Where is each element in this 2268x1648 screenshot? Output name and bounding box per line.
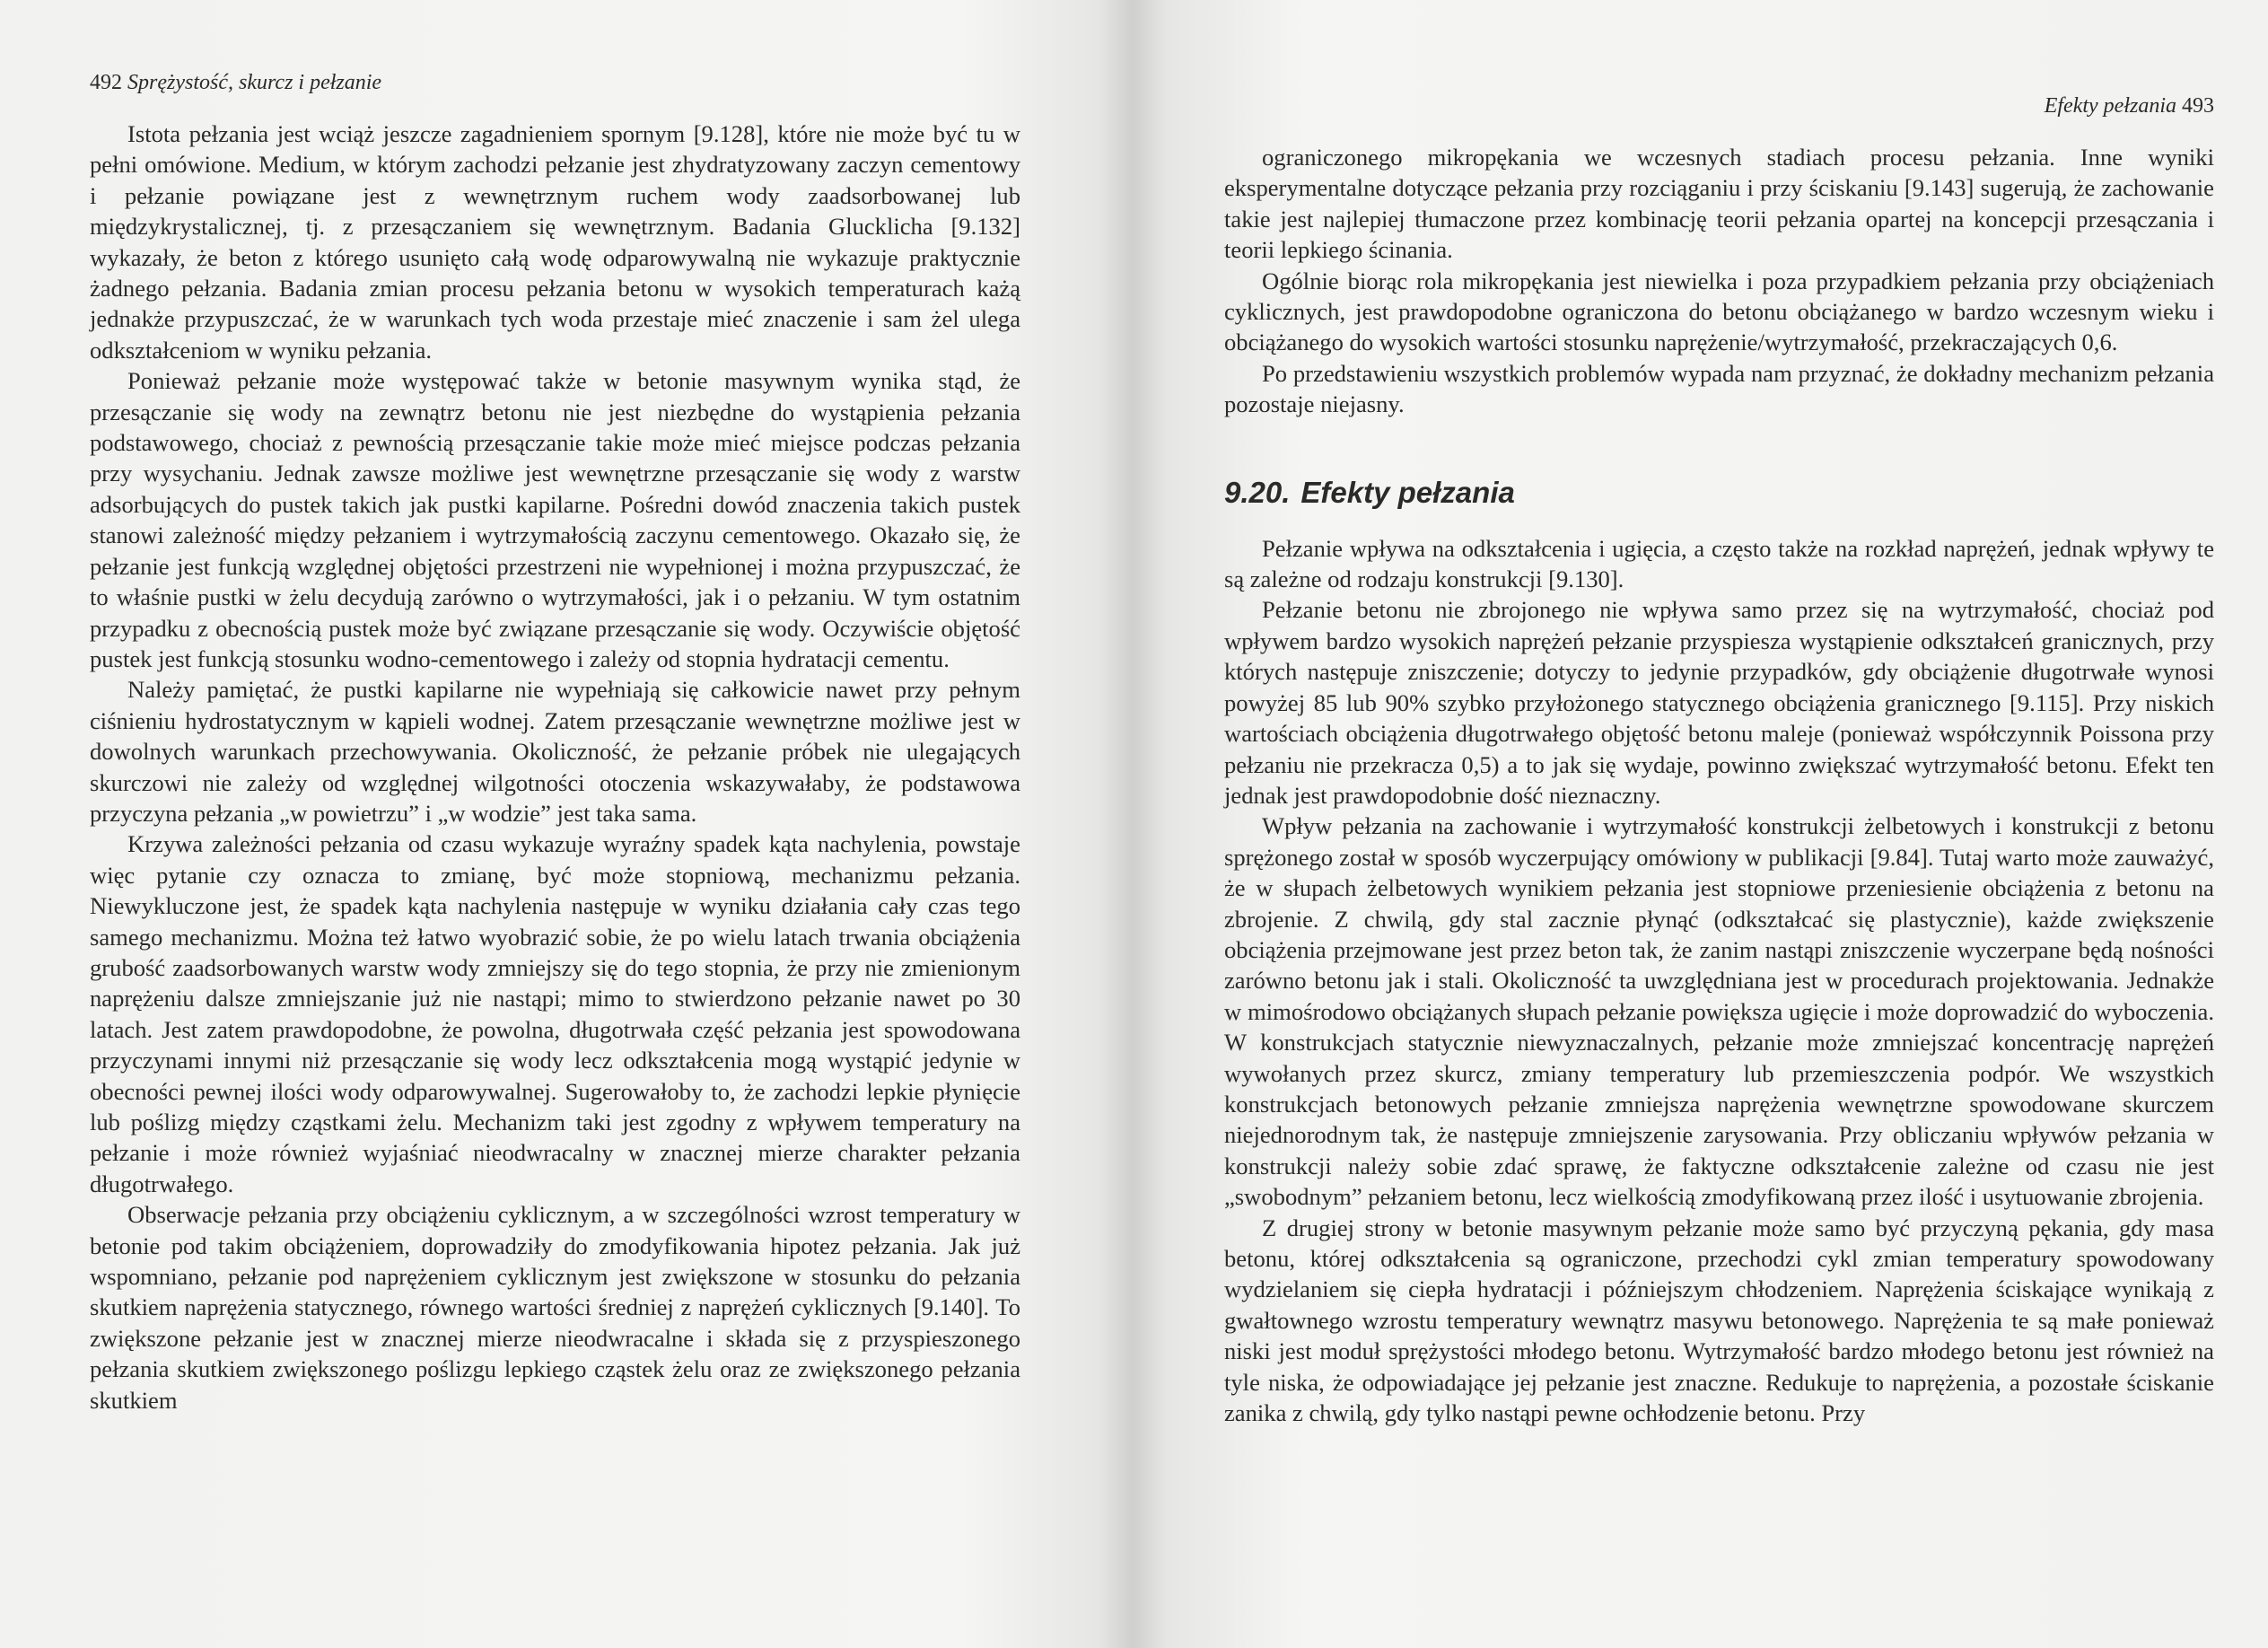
left-paragraph-3: Należy pamiętać, że pustki kapilarne nie wypełniają się całkowicie nawet przy pełnym ciśnieniu hydrostatycznym w kąpieli wodnej. Zatem przesączanie wewnętrzne możliwe jest w dowolnych warunkach przechowywania. Okoliczność, że pełzanie próbek nie ulegających skurczowi nie zależy od względnej wilgotności otoczenia wskazywałaby, że podstawowa przyczyna pełzania „w powietrzu” i „w wodzie” jest taka sama. <box>90 676 1020 827</box>
right-running-title: Efekty pełzania <box>2044 94 2176 118</box>
right-paragraph-2: Ogólnie biorąc rola mikropękania jest niewielka i poza przypadkiem pełzania przy obciążeniach cyklicznych, jest prawdopodobne ograniczona do betonu obciążanego w bardzo wczesnym wieku i obciążanego do wysokich wartości stosunku naprężenie/wytrzymałość, przekraczających 0,6. <box>1224 267 2214 356</box>
right-paragraph-3: Po przedstawieniu wszystkich problemów wypada nam przyznać, że dokładny mechanizm pełzania pozostaje niejasny. <box>1224 359 2214 418</box>
left-page-number: 492 <box>90 71 122 94</box>
right-paragraph-4: Pełzanie wpływa na odkształcenia i ugięcia, a często także na rozkład naprężeń, jednak wpływy te są zależne od rodzaju konstrukcji [9.130]. <box>1224 534 2214 593</box>
right-paragraph-7: Z drugiej strony w betonie masywnym pełzanie może samo być przyczyną pękania, gdy masa betonu, której odkształcenia są ograniczone, przechodzi cykl zmian temperatury spowodowany wydzielaniem się ciepła hydratacji i późniejszym chłodzeniem. Naprężenia ściskające wynikają z gwałtownego wzrostu temperatury wewnątrz masywu betonowego. Naprężenia te są małe ponieważ niski jest moduł sprężystości młodego betonu. Wytrzymałość bardzo młodego betonu jest również na tyle niska, że odpowiadające jej pełzanie jest znaczne. Redukuje to naprężenia, a pozostałe ściskanie zanika z chwilą, gdy tylko nastąpi pewne ochłodzenie betonu. Przy <box>1224 1214 2214 1427</box>
right-paragraph-5: Pełzanie betonu nie zbrojonego nie wpływa samo przez się na wytrzymałość, chociaż pod wpływem bardzo wysokich naprężeń pełzanie przyspiesza wystąpienie odkształceń granicznych, przy których następuje zniszczenie; dotyczy to jedynie przypadków, gdy obciążenie długotrwałe wynosi powyżej 85 lub 90% szybko przyłożonego statycznego obciążenia granicznego [9.115]. Przy niskich wartościach obciążenia długotrwałego objętość betonu maleje (ponieważ współczynnik Poissona przy pełzaniu nie przekracza 0,5) a to jak się wydaje, powinno zwiększać wytrzymałość betonu. Efekt ten jednak jest prawdopodobnie dość nieznaczny. <box>1224 596 2214 809</box>
left-running-head <box>90 65 1020 101</box>
section-number: 9.20. <box>1224 475 1291 509</box>
left-paragraph-1: Istota pełzania jest wciąż jeszcze zagadnieniem spornym [9.128], które nie może być tu w pełni omówione. Medium, w którym zachodzi pełzanie jest zhydratyzowany zaczyn cementowy i pełzanie powiązane jest z wewnętrznym ruchem wody zaadsorbowanej lub międzykrystalicznej, tj. z przesączaniem się wewnętrznym. Badania Glucklicha [9.132] wykazały, że beton z którego usunięto całą wodę odparowywalną nie wykazuje praktycznie żadnego pełzania. Badania zmian procesu pełzania betonu w wysokich temperaturach każą jednakże przypuszczać, że w warunkach tych woda przestaje mieć znaczenie i sam żel ulega odkształceniom w wyniku pełzania. <box>90 120 1020 364</box>
left-paragraph-5: Obserwacje pełzania przy obciążeniu cyklicznym, a w szczególności wzrost temperatury w betonie pod takim obciążeniem, doprowadziły do zmodyfikowania hipotez pełzania. Jak już wspomniano, pełzanie pod naprężeniem cyklicznym jest zwiększone w stosunku do pełzania skutkiem naprężenia statycznego, równego wartości średniej z naprężeń cyklicznych [9.140]. To zwiększone pełzanie jest w znacznej mierze nieodwracalne i składa się z przyspieszonego pełzania skutkiem zwiększonego poślizgu lepkiego cząstek żelu oraz ze zwiększonego pełzania skutkiem <box>90 1201 1020 1414</box>
right-running-head <box>1224 88 2214 124</box>
section-title: Efekty pełzania <box>1300 475 1515 509</box>
right-paragraph-1: ograniczonego mikropękania we wczesnych stadiach procesu pełzania. Inne wyniki eksperymentalne dotyczące pełzania przy rozciąganiu i przy ściskaniu [9.143] sugerują, że zachowanie takie jest najlepiej tłumaczone przez kombinację teorii pełzania opartej na koncepcji przesączania i teorii lepkiego ścinania. <box>1224 144 2214 264</box>
left-running-title: Sprężystość, skurcz i pełzanie <box>127 71 382 94</box>
left-page <box>0 0 1133 1648</box>
right-paragraph-6: Wpływ pełzania na zachowanie i wytrzymałość konstrukcji żelbetowych i konstrukcji z betonu sprężonego został w sposób wyczerpujący omówiony w publikacji [9.84]. Tutaj warto może zauważyć, że w słupach żelbetowych wynikiem pełzania jest stopniowe przeniesienie obciążenia z betonu na zbrojenie. Z chwilą, gdy stal zacznie płynąć (odkształcać się plastycznie), każde zwiększenie obciążenia przejmowane jest przez beton tak, że zanim nastąpi zniszczenie wyczerpane będą nośności zarówno betonu jak i stali. Okoliczność ta uwzględniana jest w procedurach projektowania. Jednakże w mimośrodowo obciążanych słupach pełzanie powiększa ugięcie i może doprowadzić do wyboczenia. W konstrukcjach statycznie niewyznaczalnych, pełzanie może zmniejszać koncentrację naprężeń wywołanych przez skurcz, zmiany temperatury lub przemieszczenia podpór. We wszystkich konstrukcjach betonowych pełzanie zmniejsza naprężenia wewnętrzne spowodowane skurczem niejednorodnym tak, że następuje zmniejszenie zarysowania. Przy obliczaniu wpływów pełzania w konstrukcji należy sobie zdać sprawę, że faktyczne odkształcenie zależne od czasu nie jest „swobodnym” pełzaniem betonu, lecz wielkością zmodyfikowaną przez ilość i usytuowanie zbrojenia. <box>1224 812 2214 1211</box>
right-page-number: 493 <box>2182 94 2214 118</box>
section-heading <box>1224 476 2214 510</box>
right-page <box>1133 0 2268 1648</box>
left-paragraph-2: Ponieważ pełzanie może występować także w betonie masywnym wynika stąd, że przesączanie się wody na zewnątrz betonu nie jest niezbędne do wystąpienia pełzania podstawowego, chociaż z pewnością przesączanie takie może mieć miejsce podczas pełzania przy wysychaniu. Jednak zawsze możliwe jest wewnętrzne przesączanie się wody z warstw adsorbujących do pustek takich jak pustki kapilarne. Pośredni dowód znaczenia takich pustek stanowi zależność między pełzaniem i wytrzymałością zaczynu cementowego. Okazało się, że pełzanie jest funkcją względnej objętości przestrzeni nie wypełnionej i można przypuszczać, że to właśnie pustki w żelu decydują zarówno o wytrzymałości, jak i o pełzaniu. W tym ostatnim przypadku z obecnością pustek może być związane przesączanie się wody. Oczywiście objętość pustek jest funkcją stosunku wodno-cementowego i zależy od stopnia hydratacji cementu. <box>90 367 1020 672</box>
left-paragraph-4: Krzywa zależności pełzania od czasu wykazuje wyraźny spadek kąta nachylenia, powstaje więc pytanie czy oznacza to zmianę, być może stopniową, mechanizmu pełzania. Niewykluczone jest, że spadek kąta nachylenia następuje w wyniku działania cały czas tego samego mechanizmu. Można też łatwo wyobrazić sobie, że po wielu latach trwania obciążenia grubość zaadsorbowanych warstw wody zmniejszy się do tego stopnia, że przy nie zmienionym naprężeniu dalsze zmniejszanie już nie nastąpi; mimo to stwierdzono pełzanie nawet po 30 latach. Jest zatem prawdopodobne, że powolna, długotrwała część pełzania jest spowodowana przyczynami innymi niż przesączanie się wody lecz odkształcenia mogą wystąpić jedynie w obecności pewnej ilości wody odparowywalnej. Sugerowałoby to, że zachodzi lepkie płynięcie lub poślizg między cząstkami żelu. Mechanizm taki jest zgodny z wpływem temperatury na pełzanie i może również wyjaśniać nieodwracalny w znacznej mierze charakter pełzania długotrwałego. <box>90 830 1020 1197</box>
